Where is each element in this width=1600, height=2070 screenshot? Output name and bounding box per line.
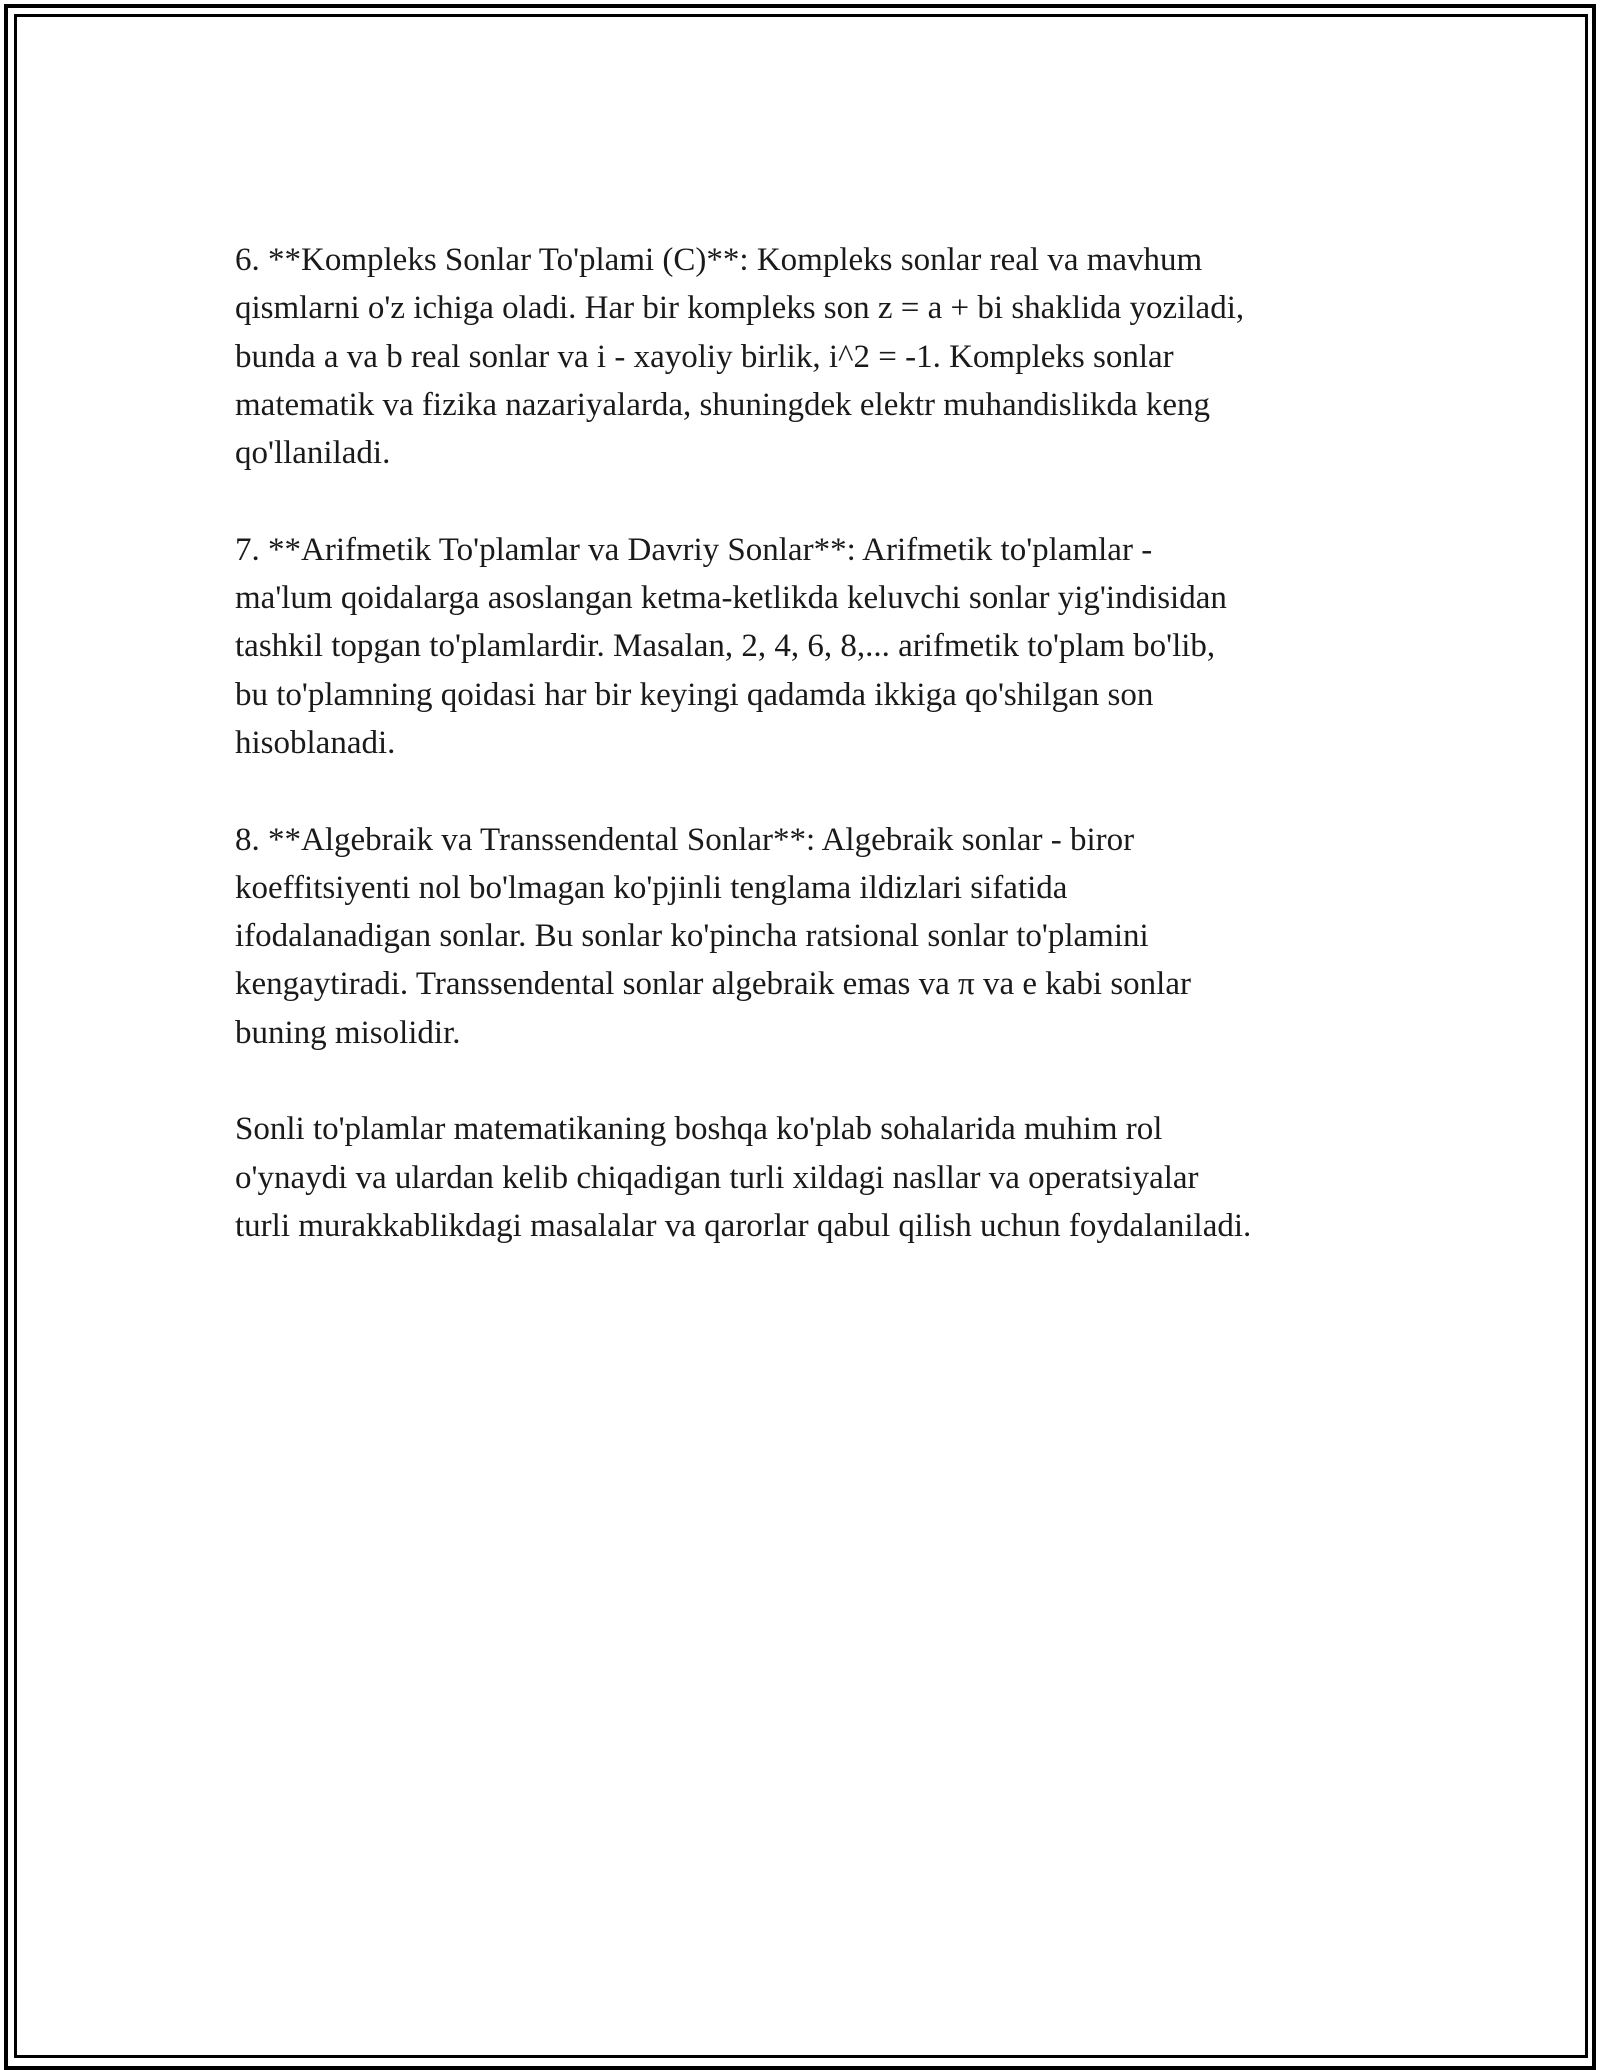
paragraph-complex-numbers: 6. **Kompleks Sonlar To'plami (C)**: Kompleks sonlar real va mavhum qismlarni o'z ichiga oladi. Har bir kompleks son z = a + bi shaklida yoziladi, bunda a va b real sonlar va i - xayoliy birlik, i^2 = -1. Kompleks sonlar matematik va fizika nazariyalarda, shuningdek elektr muhandislikda keng qo'llaniladi. (235, 242, 1245, 472)
paragraph-algebraic-transcendental: 8. **Algebraik va Transsendental Sonlar**: Algebraik sonlar - biror koeffitsiyenti nol bo'lmagan ko'pjinli tenglama ildizlari sifatida ifodalanadigan sonlar. Bu sonlar ko'pincha ratsional sonlar to'plamini kengaytiradi. Transsendental sonlar algebraik emas va π va e kabi sonlar buning misolidir. (235, 821, 1191, 1051)
document-body (235, 236, 1395, 1299)
paragraph-arithmetic-sets: 7. **Arifmetik To'plamlar va Davriy Sonlar**: Arifmetik to'plamlar - ma'lum qoidalarga asoslangan ketma-ketlikda keluvchi sonlar yig'indisidan tashkil topgan to'plamlardir. Masalan, 2, 4, 6, 8,... arifmetik to'plam bo'lib, bu to'plamning qoidasi har bir keyingi qadamda ikkiga qo'shilgan son hisoblanadi. (235, 531, 1227, 761)
paragraph-conclusion: Sonli to'plamlar matematikaning boshqa ko'plab sohalarida muhim rol o'ynaydi va ulardan kelib chiqadigan turli xildagi nasllar va operatsiyalar turli murakkablikdagi masalalar va qarorlar qabul qilish uchun foydalaniladi. (235, 1111, 1252, 1244)
